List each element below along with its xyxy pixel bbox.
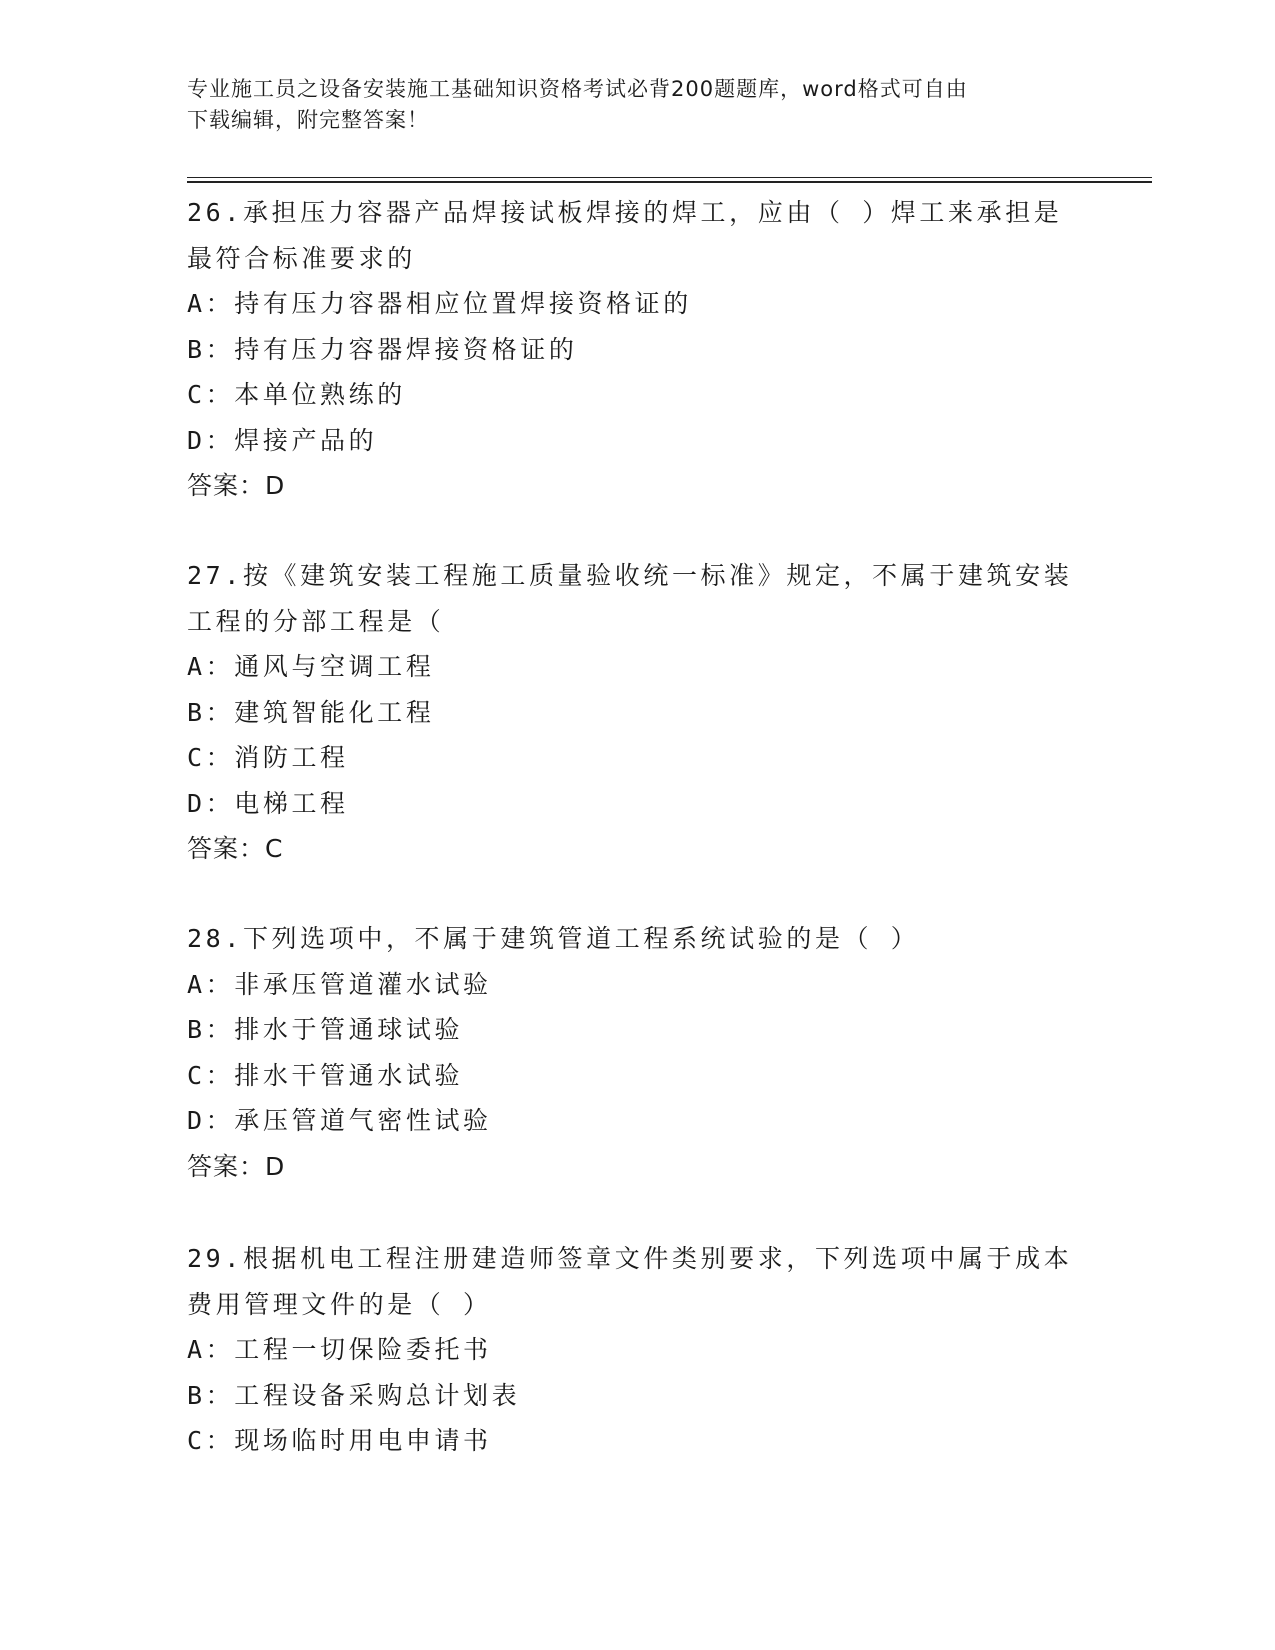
question-stem-line: 工程的分部工程是（ bbox=[187, 606, 445, 636]
question-stem-line: 最符合标准要求的 bbox=[187, 243, 416, 273]
document-header bbox=[187, 74, 1067, 136]
option-b: B：工程设备采购总计划表 bbox=[187, 1380, 521, 1410]
option-a: A：工程一切保险委托书 bbox=[187, 1335, 492, 1364]
option-a: A：非承压管道灌水试验 bbox=[187, 969, 492, 999]
question-stem-line: 费用管理文件的是（ ） bbox=[187, 1289, 492, 1319]
header-divider-thick bbox=[187, 181, 1152, 183]
option-d: D：承压管道气密性试验 bbox=[187, 1106, 492, 1135]
question-stem-line: 28.下列选项中，不属于建筑管道工程系统试验的是（ ） bbox=[187, 924, 920, 953]
option-d: D：焊接产品的 bbox=[187, 425, 378, 455]
question-27 bbox=[187, 553, 1087, 872]
header-line-2: 下载编辑，附完整答案！ bbox=[187, 108, 429, 132]
answer-line: 答案：D bbox=[187, 471, 286, 500]
question-stem-line: 26.承担压力容器产品焊接试板焊接的焊工，应由（ ）焊工来承担是 bbox=[187, 198, 1063, 227]
option-a: A：持有压力容器相应位置焊接资格证的 bbox=[187, 289, 692, 318]
option-c: C：本单位熟练的 bbox=[187, 380, 406, 409]
question-29 bbox=[187, 1236, 1087, 1464]
answer-line: 答案：C bbox=[187, 834, 284, 863]
header-divider-thin bbox=[187, 177, 1152, 178]
question-28 bbox=[187, 916, 1087, 1189]
answer-line: 答案：D bbox=[187, 1151, 286, 1181]
option-d: D：电梯工程 bbox=[187, 788, 349, 818]
option-b: B：持有压力容器焊接资格证的 bbox=[187, 334, 578, 364]
option-a: A：通风与空调工程 bbox=[187, 652, 435, 681]
question-stem-line: 27.按《建筑安装工程施工质量验收统一标准》规定，不属于建筑安装 bbox=[187, 561, 1073, 590]
question-stem-line: 29.根据机电工程注册建造师签章文件类别要求，下列选项中属于成本 bbox=[187, 1244, 1073, 1273]
option-b: B：排水于管通球试验 bbox=[187, 1015, 464, 1044]
header-line-1: 专业施工员之设备安装施工基础知识资格考试必背200题题库，word格式可自由 bbox=[187, 77, 968, 101]
option-c: C：排水干管通水试验 bbox=[187, 1060, 464, 1090]
option-c: C：消防工程 bbox=[187, 743, 349, 772]
option-b: B：建筑智能化工程 bbox=[187, 697, 435, 727]
option-c: C：现场临时用电申请书 bbox=[187, 1426, 492, 1455]
question-26 bbox=[187, 190, 1087, 509]
